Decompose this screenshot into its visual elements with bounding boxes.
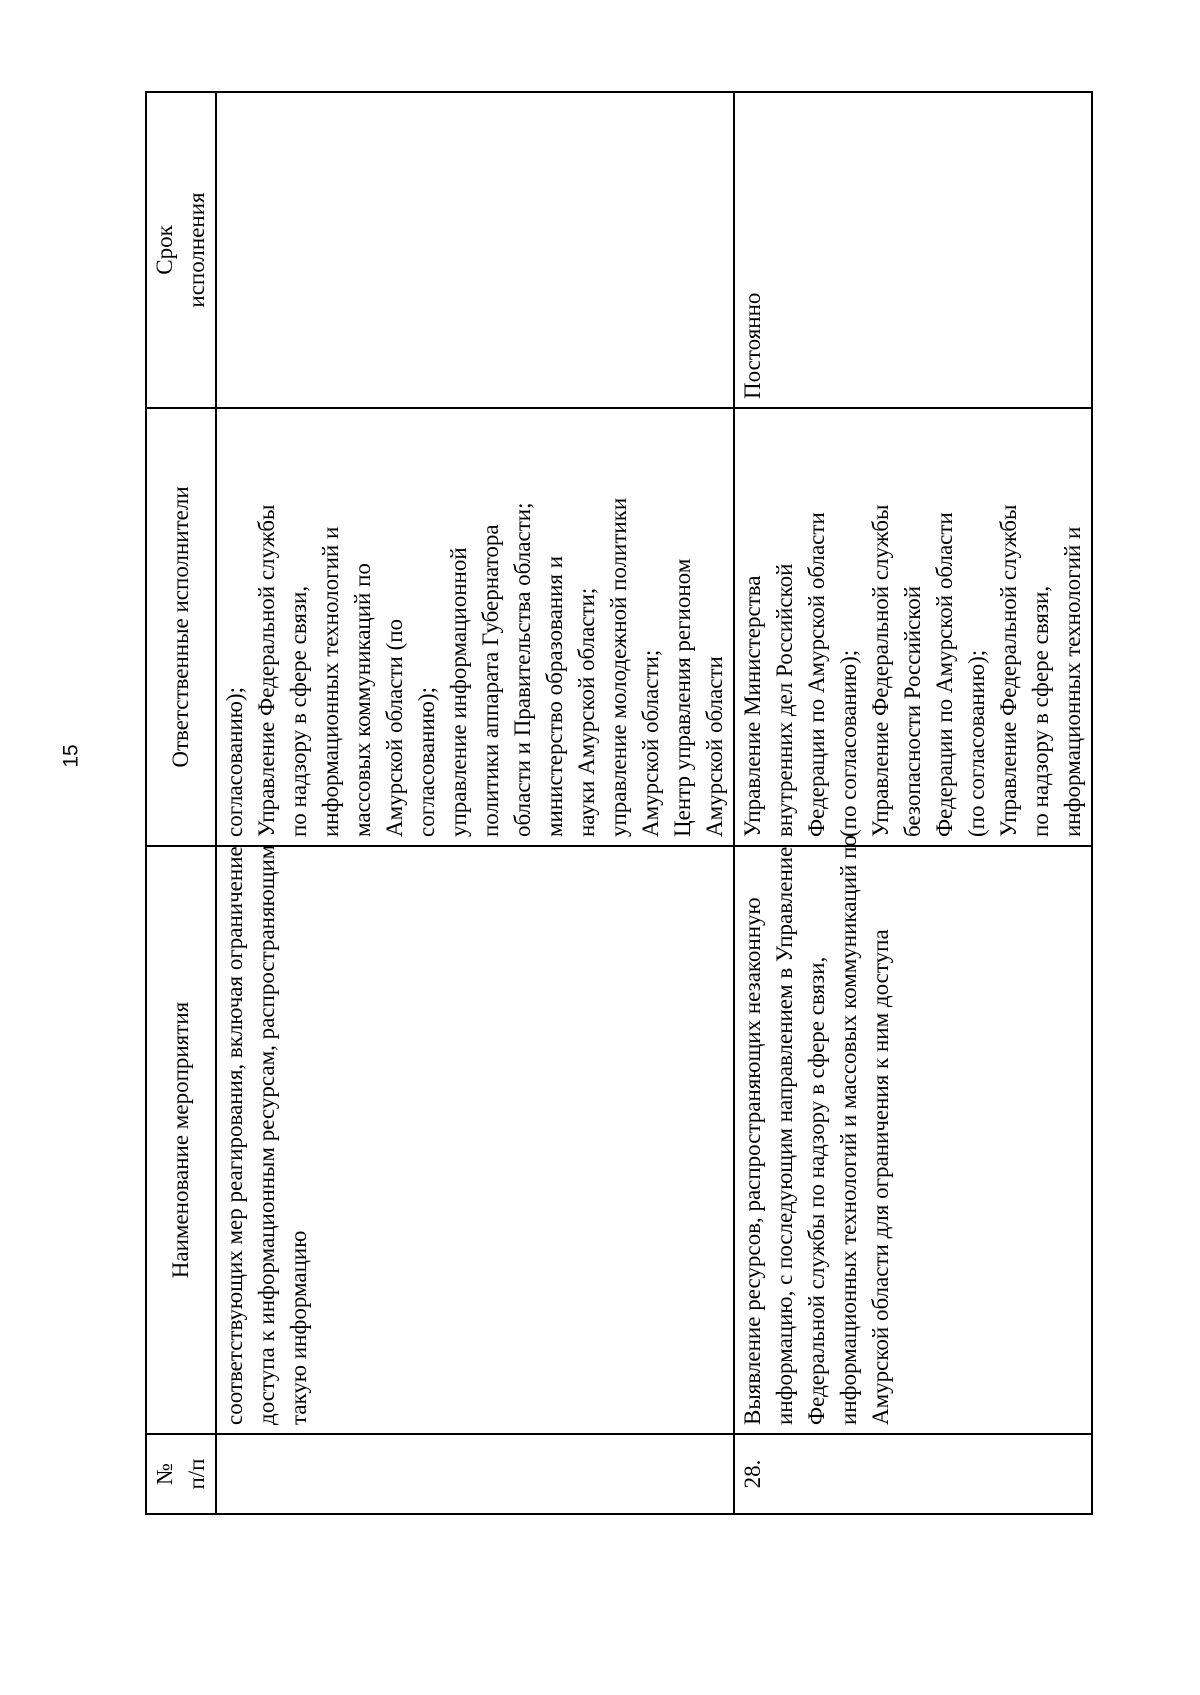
- rotated-page-content: [145, 165, 1085, 1515]
- executor-line: информационных технологий и: [1060, 526, 1085, 837]
- row-number: [216, 1434, 734, 1514]
- measure-line: доступа к информационным ресурсам, распространяющим: [254, 844, 279, 1425]
- deadline-cell: [216, 92, 734, 408]
- table-row: [734, 92, 1092, 1514]
- header-executors: Ответственные исполнители: [146, 408, 216, 846]
- executor-line: согласованию);: [414, 687, 439, 837]
- measure-line: Федеральной службы по надзору в сфере связи,: [804, 956, 829, 1425]
- executor-line: Управление Министерства: [740, 575, 765, 837]
- executor-line: политики аппарата Губернатора: [478, 524, 503, 837]
- executor-line: управление информационной: [446, 547, 471, 837]
- page-number: 15: [59, 744, 83, 768]
- measure-line: информационных технологий и массовых коммуникаций по: [836, 835, 861, 1425]
- executor-line: массовых коммуникаций по: [350, 563, 375, 837]
- executor-line: управление молодежной политики: [606, 497, 631, 837]
- executor-line: Управление Федеральной службы: [868, 504, 893, 837]
- executors-cell: [216, 408, 734, 846]
- measure-name: [216, 846, 734, 1434]
- header-name: Наименование мероприятия: [146, 846, 216, 1434]
- deadline-cell: Постоянно: [734, 92, 1092, 408]
- measure-name: [734, 835, 1092, 1434]
- executors-cell: [734, 408, 1092, 846]
- executor-line: Амурской области: [702, 656, 727, 837]
- executor-line: Центр управления регионом: [670, 558, 695, 837]
- header-number: [146, 1434, 216, 1514]
- executor-line: науки Амурской области;: [574, 587, 599, 837]
- executor-line: Амурской области (по: [382, 618, 407, 837]
- header-number-line2: п/п: [184, 1458, 209, 1490]
- measure-line: такую информацию: [286, 1230, 311, 1425]
- table-header-row: [146, 92, 216, 1514]
- measure-line: информацию, с последующим направлением в Управление: [772, 846, 797, 1425]
- table-row: [216, 92, 734, 1514]
- measure-line: Выявление ресурсов, распространяющих незаконную: [740, 897, 765, 1425]
- executor-line: по надзору в сфере связи,: [286, 585, 311, 837]
- executor-line: области и Правительства области;: [510, 502, 535, 837]
- executor-line: по надзору в сфере связи,: [1028, 585, 1053, 837]
- header-deadline-line1: Срок: [152, 225, 177, 275]
- executor-line: Управление Федеральной службы: [996, 504, 1021, 837]
- measure-line: соответствующих мер реагирования, включая ограничение: [222, 846, 247, 1425]
- executor-line: Федерации по Амурской области: [804, 512, 829, 837]
- measure-line: Амурской области для ограничения к ним доступа: [868, 929, 893, 1425]
- header-deadline: [146, 92, 216, 408]
- header-number-line1: №: [152, 1463, 177, 1485]
- executor-line: Амурской области;: [638, 649, 663, 837]
- executor-line: Управление Федеральной службы: [254, 504, 279, 837]
- executor-line: министерство образования и: [542, 555, 567, 837]
- executor-line: информационных технологий и: [318, 526, 343, 837]
- executor-line: (по согласованию);: [964, 649, 989, 837]
- executor-line: внутренних дел Российской: [772, 563, 797, 837]
- row-number: 28.: [734, 1434, 1092, 1514]
- measures-table: [145, 91, 1093, 1515]
- executor-line: (по согласованию);: [836, 649, 861, 837]
- executor-line: согласованию);: [222, 687, 247, 837]
- executor-line: Федерации по Амурской области: [932, 512, 957, 837]
- header-deadline-line2: исполнения: [184, 192, 209, 308]
- executor-line: безопасности Российской: [900, 585, 925, 837]
